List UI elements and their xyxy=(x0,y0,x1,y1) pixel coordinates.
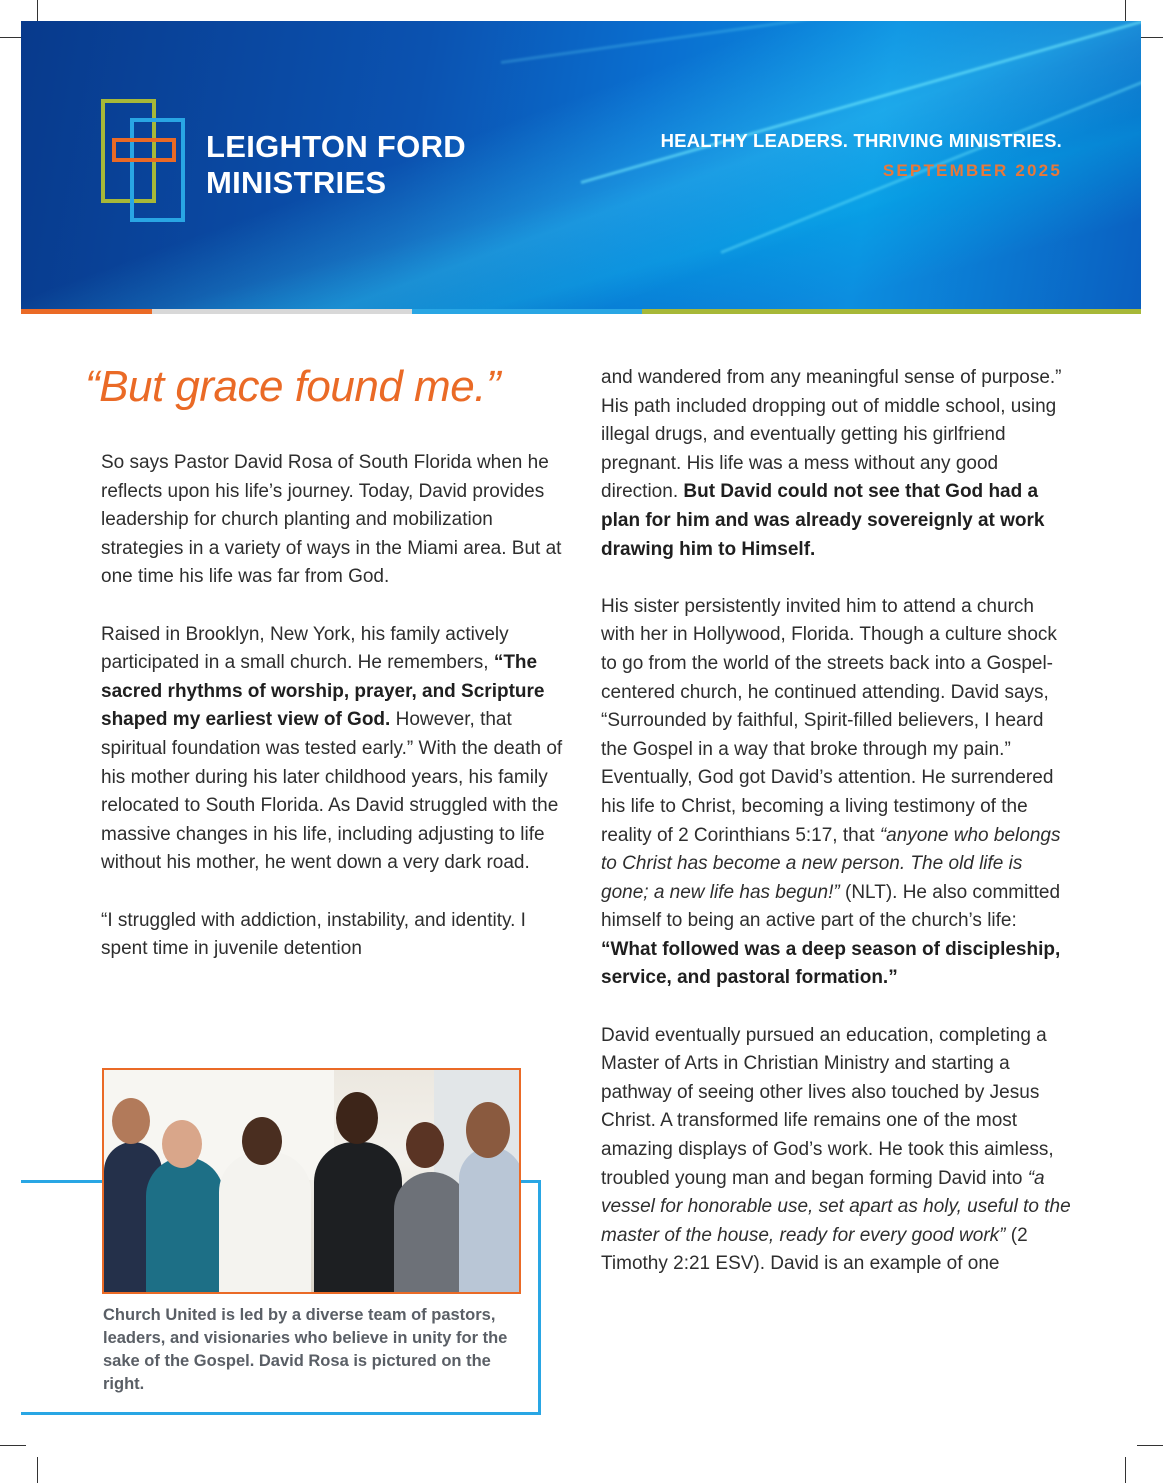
rule-orange xyxy=(21,309,152,314)
emphasis-text: But David could not see that God had a plan for him and was already sovereignly at work drawing him to Himself. xyxy=(601,481,1045,560)
body-text: Raised in Brooklyn, New York, his family actively participated in a small church. He remembers, xyxy=(101,623,509,674)
person xyxy=(146,1157,224,1292)
scripture-quote: “anyone who belongs to Christ has become a new person. The old life is gone; a new life has begun!” xyxy=(601,824,1061,903)
article-paragraph xyxy=(601,593,1071,993)
scripture-quote: “a vessel for honorable use, set apart as holy, useful to the master of the house, ready for every good work” xyxy=(601,1167,1071,1246)
article-paragraph xyxy=(601,1022,1071,1279)
issue-date: SEPTEMBER 2025 xyxy=(882,161,1062,180)
article-right-column xyxy=(601,364,1071,1308)
tagline: HEALTHY LEADERS. THRIVING MINISTRIES. xyxy=(660,130,1062,151)
person-head xyxy=(336,1092,378,1144)
crop-mark xyxy=(1125,1457,1126,1483)
article-left-column xyxy=(101,449,571,992)
rule-blue xyxy=(412,309,642,314)
crop-mark xyxy=(1137,1445,1163,1446)
article-headline: “But grace found me.” xyxy=(85,362,501,411)
photo-caption: Church United is led by a diverse team of pastors, leaders, and visionaries who believe in unity for the sake of the Gospel. David Rosa is pictured on the right. xyxy=(103,1306,508,1393)
body-text: (2 Timothy 2:21 ESV). David is an example of one xyxy=(601,1224,1028,1275)
body-text: So says Pastor David Rosa of South Florida when he reflects upon his life’s journey. Today, David provides leadership for church planting and mobilization strategies in a variety of ways in the Miami area. But at one time his life was far from God. xyxy=(101,452,562,588)
emphasis-text: “The sacred rhythms of worship, prayer, and Scripture shaped my earliest view of God. xyxy=(101,652,545,731)
brand-line-2: MINISTRIES xyxy=(206,165,387,200)
crop-mark xyxy=(0,1445,26,1446)
person-head xyxy=(112,1098,150,1144)
brand-line-1: LEIGHTON FORD xyxy=(206,129,466,164)
person xyxy=(314,1142,402,1292)
article-paragraph xyxy=(101,907,571,964)
article-paragraph xyxy=(101,449,571,592)
person-head xyxy=(242,1117,282,1165)
person xyxy=(219,1152,311,1292)
article-paragraph xyxy=(601,364,1071,564)
light-streak xyxy=(501,21,1141,64)
body-text: However, that spiritual foundation was tested early.” With the death of his mother during his later childhood years, his family relocated to South Florida. As David struggled with the massive changes in his life, including adjusting to life without his mother, he went down a very dark road. xyxy=(101,709,563,874)
body-text: David eventually pursued an education, completing a Master of Arts in Christian Ministry and starting a pathway of seeing other lives also touched by Jesus Christ. A transformed life remains one of the most amazing displays of God’s work. He took this aimless, troubled young man and began forming David into xyxy=(601,1024,1054,1189)
group-photo xyxy=(102,1068,521,1294)
person xyxy=(394,1172,469,1292)
person xyxy=(459,1147,521,1292)
header-banner xyxy=(21,21,1141,309)
person-head xyxy=(162,1120,202,1168)
emphasis-text: “What followed was a deep season of discipleship, service, and pastoral formation.” xyxy=(601,938,1061,989)
body-text: His sister persistently invited him to attend a church with her in Hollywood, Florida. Though a culture shock to go from the world of the streets back into a Gospel-centered church, he continued attending. David says, “Surrounded by faithful, Spirit-filled believers, I heard the Gospel in a way that broke through my pain.” Eventually, God got David’s attention. He surrendered his life to Christ, becoming a living testimony of the reality of 2 Corinthians 5:17, that xyxy=(601,595,1057,846)
rule-green xyxy=(642,309,1141,314)
body-text: “I struggled with addiction, instability, and identity. I spent time in juvenile detention xyxy=(101,909,526,960)
crop-mark xyxy=(37,1457,38,1483)
person-head xyxy=(466,1102,510,1158)
body-text: (NLT). He also committed himself to being an active part of the church’s life: xyxy=(601,881,1061,932)
brand-name xyxy=(206,129,466,201)
rule-grey xyxy=(152,309,412,314)
article-paragraph xyxy=(101,621,571,878)
overlapping-cross-logo-icon xyxy=(101,99,193,225)
person-head xyxy=(406,1122,444,1168)
body-text: and wandered from any meaningful sense of purpose.” His path included dropping out of middle school, using illegal drugs, and eventually getting his girlfriend pregnant. His life was a mess without any good direction. xyxy=(601,367,1062,503)
light-streak xyxy=(581,21,1141,184)
